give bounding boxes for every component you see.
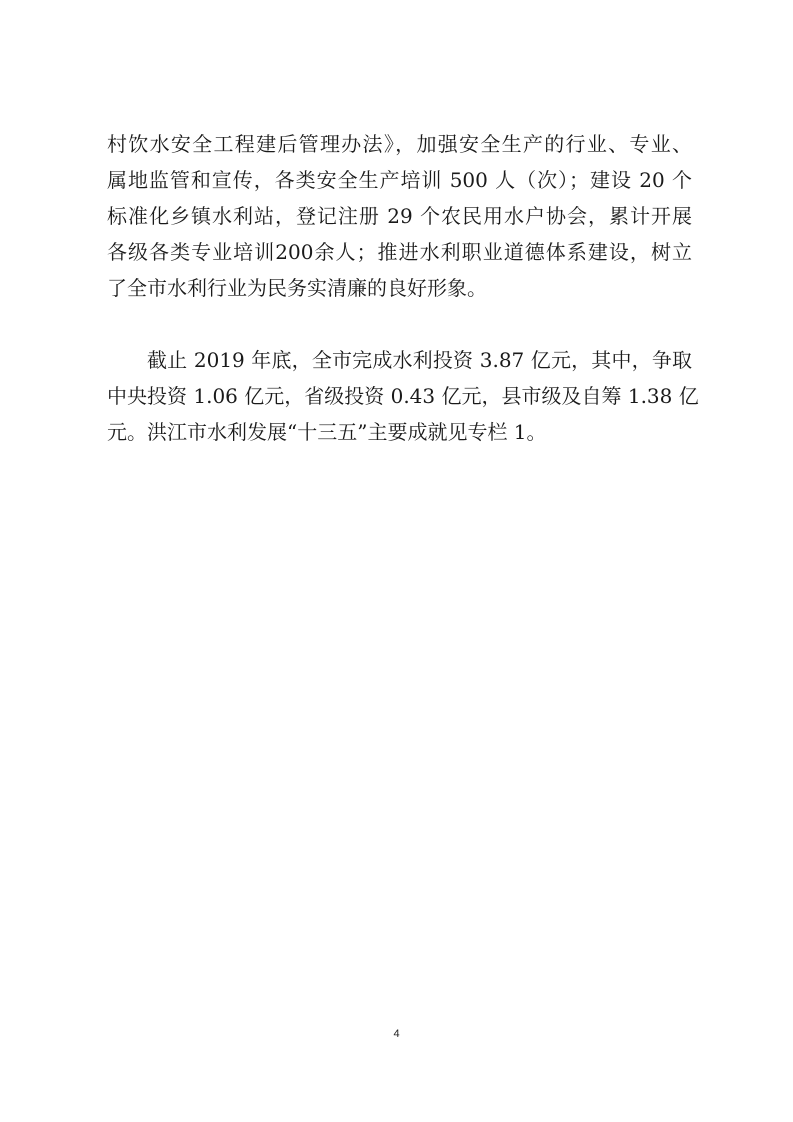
text-line: 属地监管和宣传，各类安全生产培训 500 人（次）；建设 20 个 — [107, 168, 692, 192]
page-number: 4 — [393, 1028, 400, 1040]
text-line: 标准化乡镇水利站，登记注册 29 个农民用水户协会，累计开展 — [107, 204, 692, 228]
text-line: 截止 2019 年底，全市完成水利投资 3.87 亿元，其中，争取 — [147, 348, 692, 372]
text-line: 村饮水安全工程建后管理办法》，加强安全生产的行业、专业、 — [107, 132, 692, 156]
text-line: 元。洪江市水利发展“十三五”主要成就见专栏 1。 — [107, 420, 547, 444]
text-line: 了全市水利行业为民务实清廉的良好形象。 — [107, 276, 487, 300]
text-line: 各级各类专业培训200余人；推进水利职业道德体系建设，树立 — [107, 240, 692, 264]
paragraph-investment — [107, 342, 699, 450]
text-line: 中央投资 1.06 亿元，省级投资 0.43 亿元，县市级及自筹 1.38 亿 — [107, 384, 699, 408]
paragraph-continuation — [107, 126, 692, 306]
